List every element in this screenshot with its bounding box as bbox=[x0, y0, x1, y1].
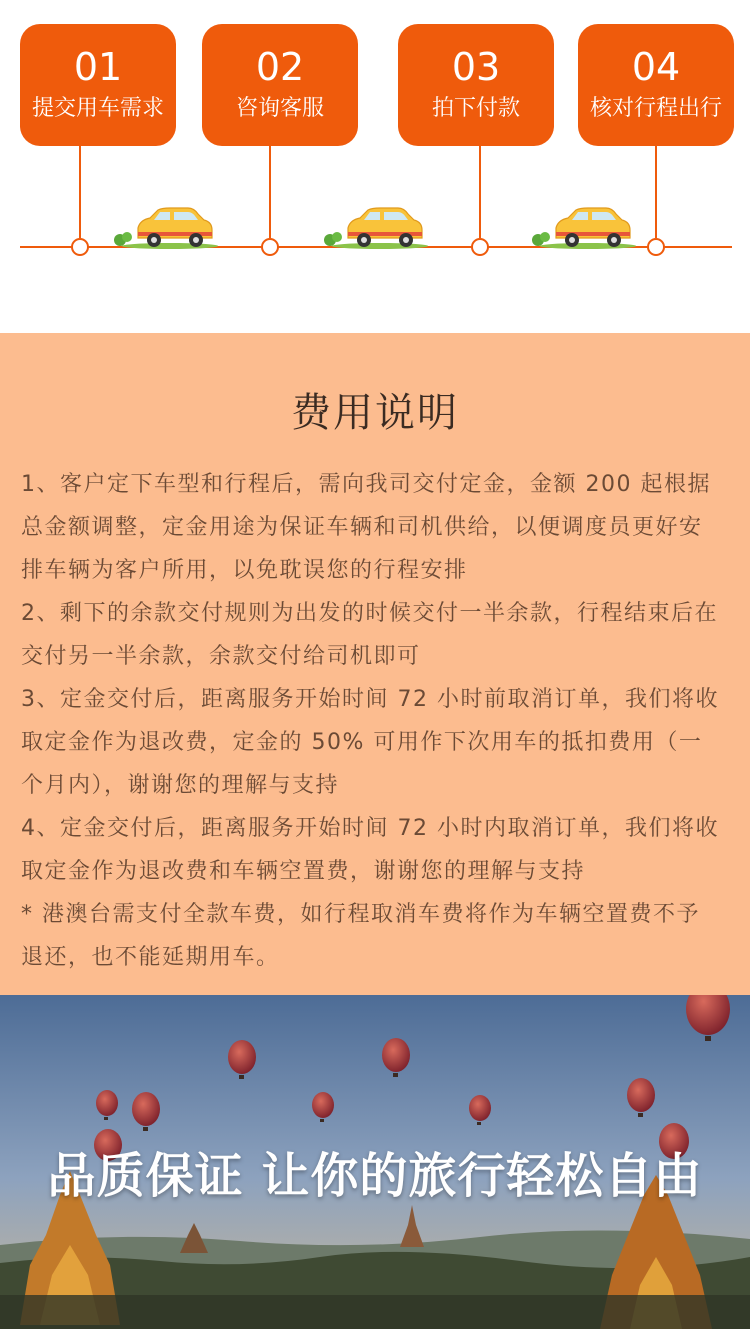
timeline-dot bbox=[261, 238, 279, 256]
fee-title: 费用说明 bbox=[291, 390, 459, 436]
step-number: 04 bbox=[631, 45, 681, 89]
step-card-2 bbox=[202, 24, 358, 146]
step-card-1 bbox=[20, 24, 176, 146]
step-connector bbox=[79, 146, 81, 238]
fee-paragraph: 1、客户定下车型和行程后，需向我司交付定金，金额 200 起根据总金额调整，定金用途为保证车辆和司机供给，以便调度员更好安排车辆为客户所用，以免耽误您的行程安排 bbox=[21, 472, 711, 583]
fee-description-section bbox=[0, 333, 750, 995]
step-card-3 bbox=[398, 24, 554, 146]
step-label: 拍下付款 bbox=[431, 96, 520, 121]
step-label: 咨询客服 bbox=[235, 96, 324, 121]
car-icon bbox=[108, 204, 218, 250]
quality-banner bbox=[0, 995, 750, 1329]
car-icon bbox=[526, 204, 636, 250]
step-number: 02 bbox=[255, 45, 305, 89]
step-number: 03 bbox=[451, 45, 501, 89]
fee-paragraph: * 港澳台需支付全款车费，如行程取消车费将作为车辆空置费不予退还，也不能延期用车。 bbox=[21, 902, 700, 970]
step-connector bbox=[655, 146, 657, 238]
timeline-dot bbox=[71, 238, 89, 256]
step-number: 01 bbox=[73, 45, 123, 89]
timeline-dot bbox=[471, 238, 489, 256]
fee-paragraph: 4、定金交付后，距离服务开始时间 72 小时内取消订单，我们将收取定金作为退改费和车辆空置费，谢谢您的理解与支持 bbox=[21, 816, 719, 884]
step-connector bbox=[479, 146, 481, 238]
fee-text bbox=[21, 463, 721, 979]
step-connector bbox=[269, 146, 271, 238]
step-label: 核对行程出行 bbox=[589, 96, 722, 121]
fee-paragraph: 2、剩下的余款交付规则为出发的时候交付一半余款，行程结束后在交付另一半余款，余款交付给司机即可 bbox=[21, 601, 718, 669]
step-card-4 bbox=[578, 24, 734, 146]
timeline-dot bbox=[647, 238, 665, 256]
fee-paragraph: 3、定金交付后，距离服务开始时间 72 小时前取消订单，我们将收取定金作为退改费，定金的 50% 可用作下次用车的抵扣费用（一个月内），谢谢您的理解与支持 bbox=[21, 687, 719, 798]
step-label: 提交用车需求 bbox=[31, 96, 164, 121]
banner-slogan: 品质保证 让你的旅行轻松自由 bbox=[47, 1148, 703, 1204]
car-icon bbox=[318, 204, 428, 250]
booking-steps bbox=[0, 0, 750, 333]
